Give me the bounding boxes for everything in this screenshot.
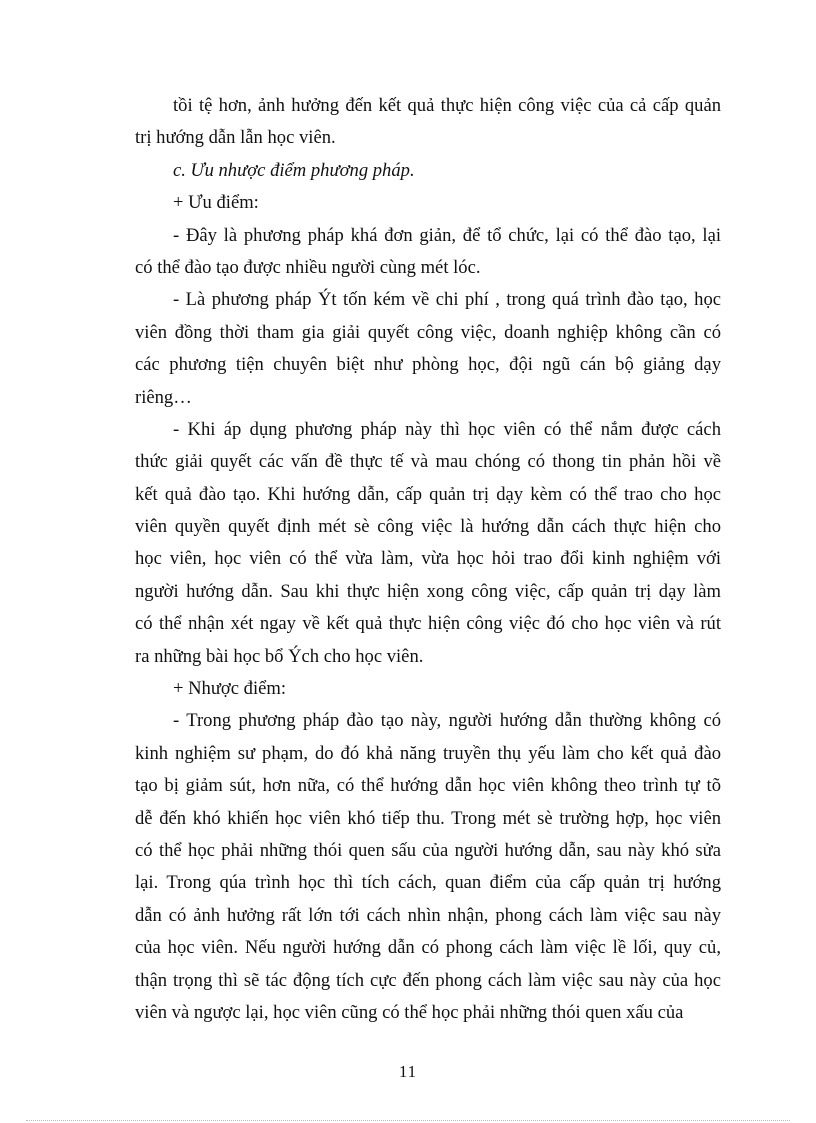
page-number: 11 bbox=[398, 1062, 418, 1081]
text-line: tồi tệ hơn, ảnh hưởng đến kết quả thực hiện công việc của cả cấp quản bbox=[173, 95, 721, 116]
text-line: học viên, học viên có thể vừa làm, vừa học hỏi trao đổi kinh nghiệm với bbox=[135, 548, 721, 570]
text-line: thận trọng thì sẽ tác động tích cực đến phong cách làm việc sau này của học bbox=[135, 969, 721, 991]
text-line: thức giải quyết các vấn đề thực tế và mau chóng có thong tin phản hồi về bbox=[135, 451, 721, 473]
subheading-advantages: + Ưu điểm: bbox=[173, 192, 259, 214]
text-line: người hướng dẫn. Sau khi thực hiện xong công việc, cấp quản trị dạy làm bbox=[135, 580, 721, 602]
text-line: viên đồng thời tham gia giải quyết công việc, doanh nghiệp không cần có bbox=[135, 321, 721, 343]
text-line: có thể đào tạo được nhiều người cùng mét lóc. bbox=[135, 256, 481, 278]
text-line: riêng… bbox=[135, 386, 192, 408]
text-line: viên và ngược lại, học viên cũng có thể học phải những thói quen xấu của bbox=[135, 1001, 684, 1023]
text-line: dễ đến khó khiến học viên khó tiếp thu. Trong mét sè trường hợp, học viên bbox=[135, 807, 721, 829]
text-line: có thể học phải những thói quen sấu của người hướng dẫn, sau này khó sửa bbox=[135, 839, 721, 861]
text-line: viên quyền quyết định mét sè công việc là hướng dẫn cách thực hiện cho bbox=[135, 516, 721, 538]
text-line: - Đây là phương pháp khá đơn giản, để tổ chức, lại có thể đào tạo, lại bbox=[173, 224, 721, 246]
text-line: - Là phương pháp Ýt tốn kém về chi phí , trong quá trình đào tạo, học bbox=[173, 289, 721, 311]
text-line: - Trong phương pháp đào tạo này, người hướng dẫn thường không có bbox=[173, 710, 721, 732]
text-line: dẫn có ảnh hưởng rất lớn tới cách nhìn nhận, phong cách làm việc sau này bbox=[135, 904, 721, 926]
section-heading: c. Ưu nhược điểm phương pháp. bbox=[173, 159, 415, 181]
text-line: các phương tiện chuyên biệt như phòng học, đội ngũ cán bộ giảng dạy bbox=[135, 354, 721, 376]
subheading-disadvantages: + Nhược điểm: bbox=[173, 678, 287, 700]
text-line: kết quả đào tạo. Khi hướng dẫn, cấp quản trị dạy kèm có thể trao cho học bbox=[135, 483, 721, 505]
text-line: có thể nhận xét ngay về kết quả thực hiện công việc đó cho học viên và rút bbox=[135, 613, 721, 635]
text-line: tạo bị giảm sút, hơn nữa, có thể hướng dẫn học viên không theo trình tự tõ bbox=[135, 775, 721, 797]
text-line: kinh nghiệm sư phạm, do đó khả năng truyền thụ yếu làm cho kết quả đào bbox=[135, 742, 721, 764]
text-line: lại. Trong qúa trình học thì tích cách, quan điểm của cấp quản trị hướng bbox=[135, 872, 721, 894]
text-line: trị hướng dẫn lẫn học viên. bbox=[135, 127, 336, 149]
body-text bbox=[135, 90, 721, 1029]
footer-divider bbox=[26, 1120, 790, 1121]
text-line: - Khi áp dụng phương pháp này thì học viên có thể nắm được cách bbox=[173, 418, 721, 440]
text-line: của học viên. Nếu người hướng dẫn có phong cách làm việc lề lối, quy củ, bbox=[135, 937, 721, 959]
text-line: ra những bài học bổ Ých cho học viên. bbox=[135, 645, 424, 667]
